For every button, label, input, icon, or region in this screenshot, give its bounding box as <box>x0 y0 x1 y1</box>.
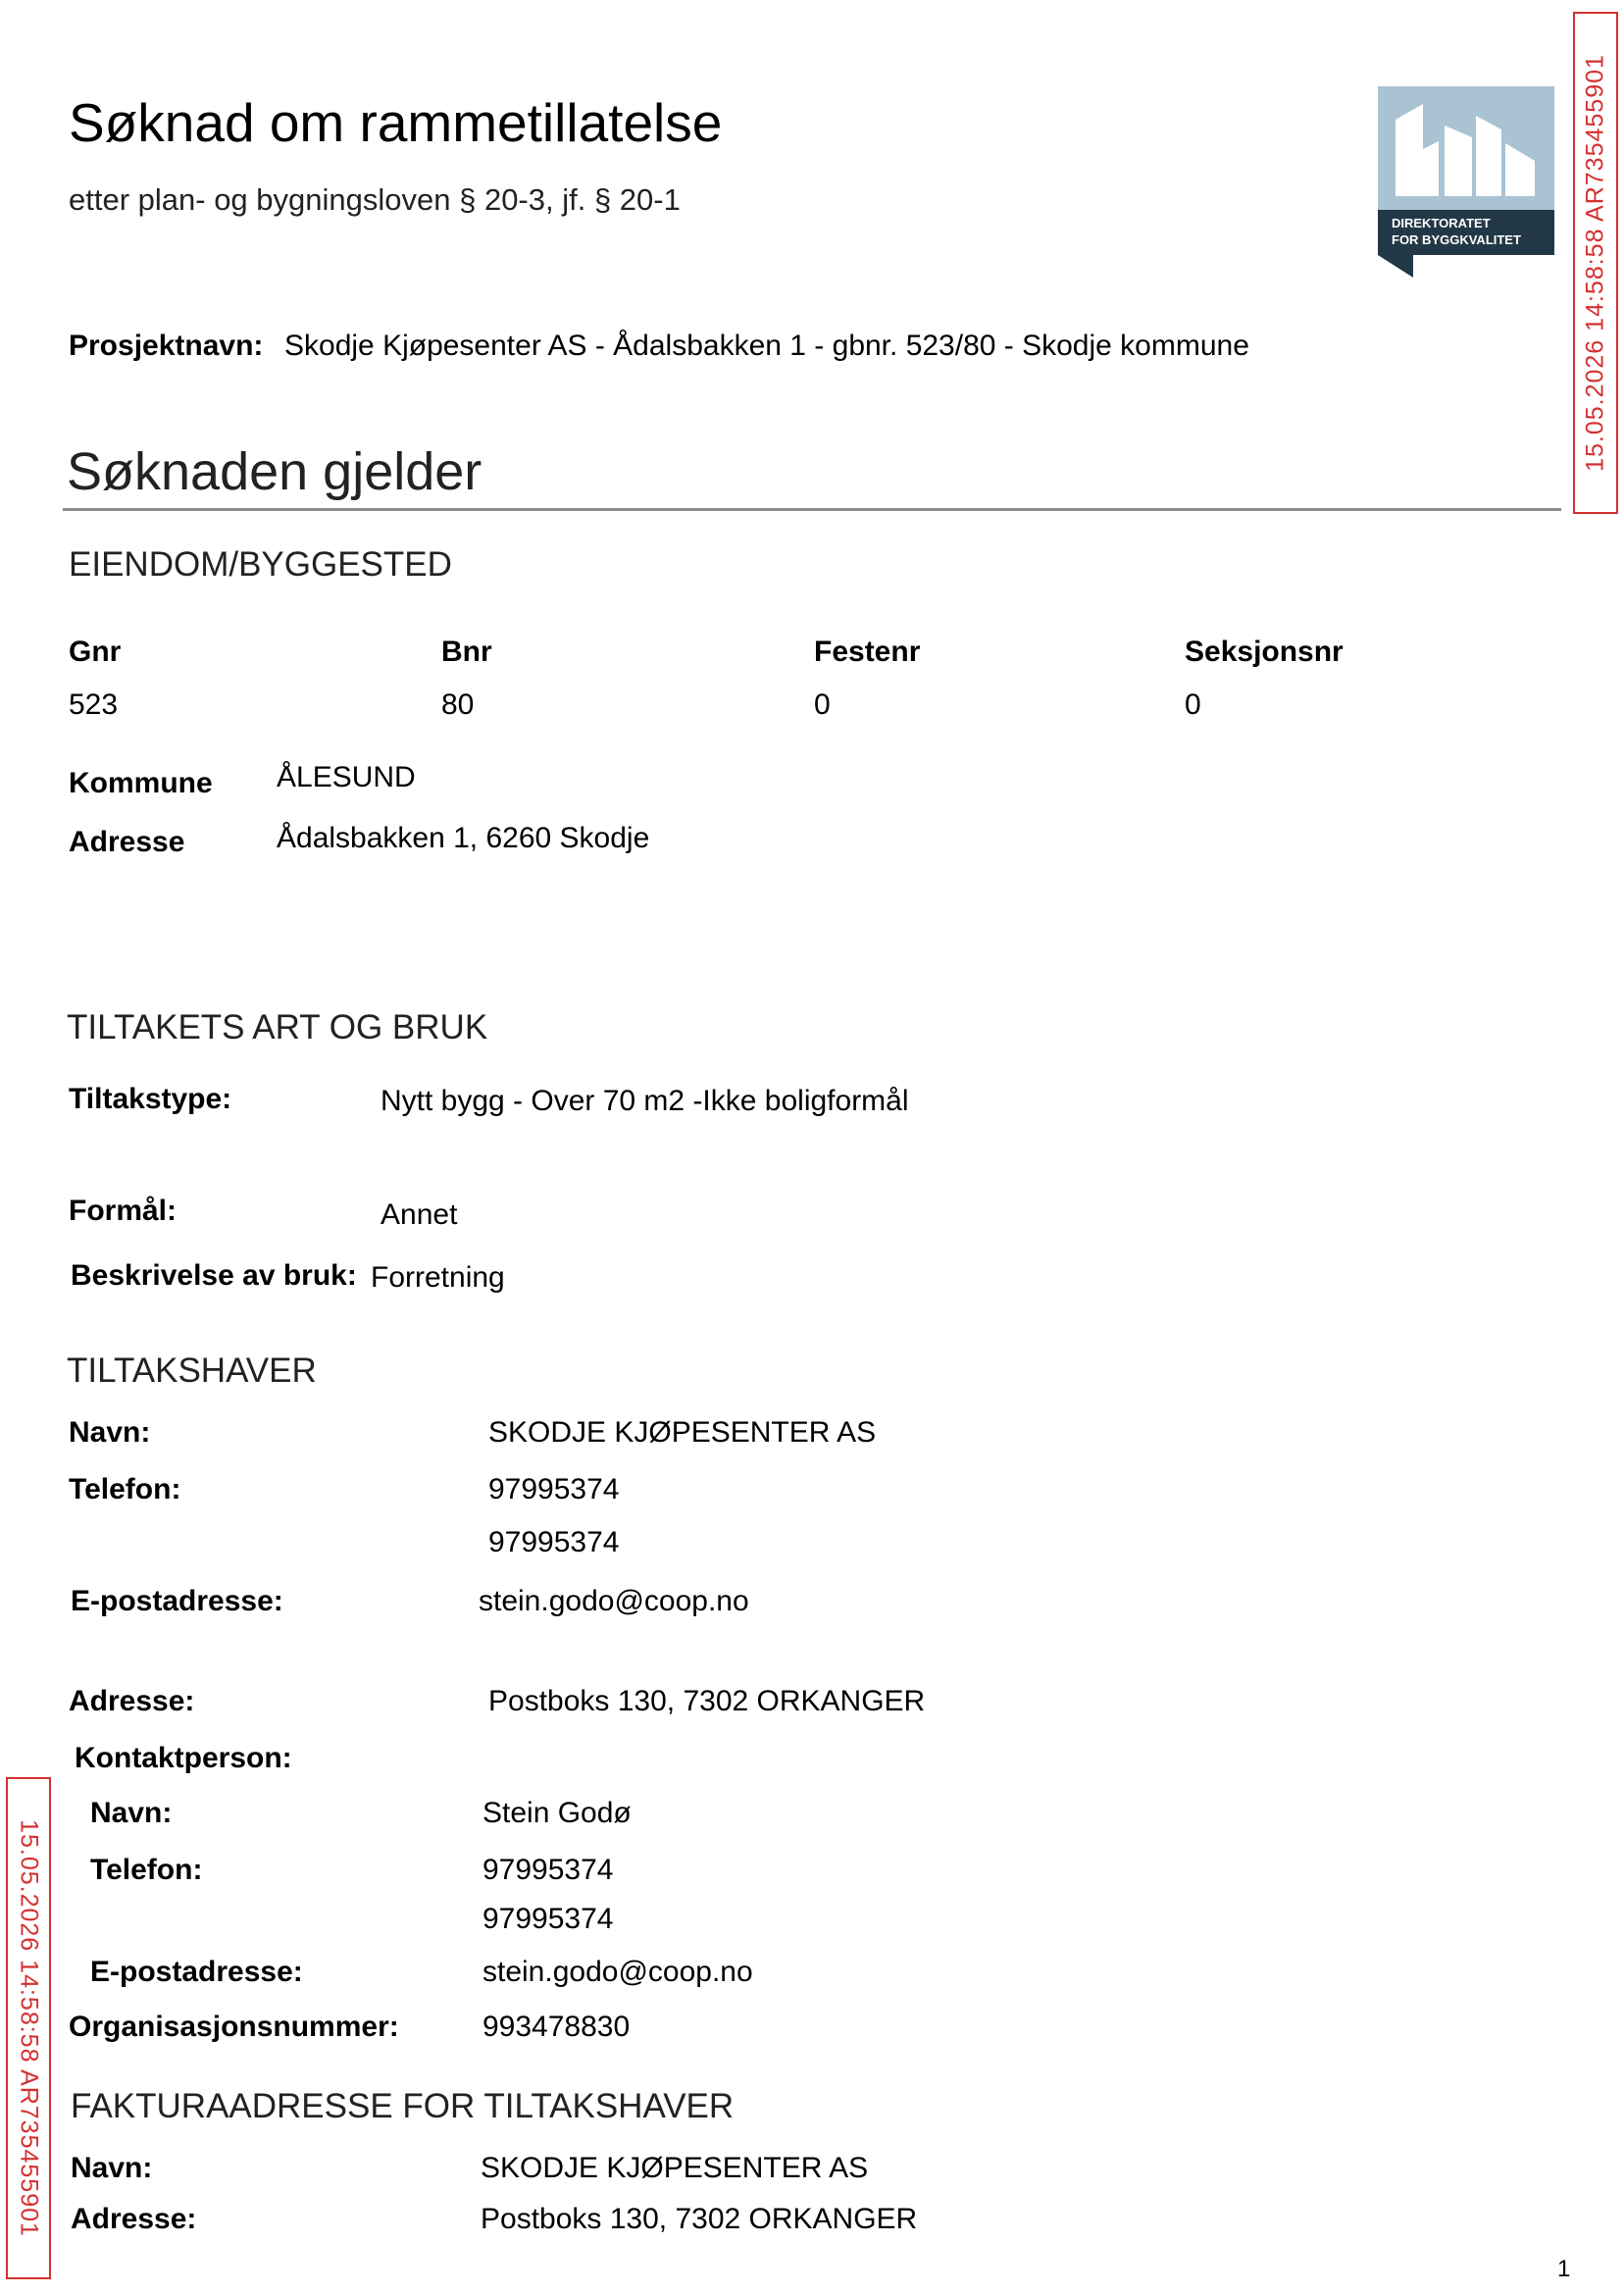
owner-email-label: E-postadresse: <box>71 1585 283 1617</box>
purpose-label: Formål: <box>69 1195 178 1227</box>
timestamp-stamp-top <box>1573 12 1618 514</box>
dibk-logo <box>1378 86 1554 278</box>
section-title: Søknaden gjelder <box>67 442 482 501</box>
gnr-label: Gnr <box>69 636 122 668</box>
section-divider <box>63 508 1561 511</box>
gnr-value: 523 <box>69 688 119 721</box>
owner-phone-value-2: 97995374 <box>488 1526 620 1558</box>
stamp-text: 15.05.2026 14:58:58 AR735455901 <box>1581 54 1609 472</box>
owner-address-value: Postboks 130, 7302 ORKANGER <box>488 1685 926 1717</box>
festenr-label: Festenr <box>814 636 921 668</box>
seksjonsnr-label: Seksjonsnr <box>1185 636 1344 668</box>
contact-email-value: stein.godo@coop.no <box>482 1956 753 1988</box>
project-name-value: Skodje Kjøpesenter AS - Ådalsbakken 1 - gbnr. 523/80 - Skodje kommune <box>284 330 1249 362</box>
contact-name-label: Navn: <box>90 1797 173 1829</box>
measure-heading: TILTAKETS ART OG BRUK <box>67 1008 488 1046</box>
stamp-text: 15.05.2026 14:58:58 AR735455901 <box>15 1819 43 2237</box>
owner-phone-value-1: 97995374 <box>488 1473 620 1505</box>
festenr-value: 0 <box>814 688 831 721</box>
municipality-value: ÅLESUND <box>277 761 416 793</box>
contact-person-label: Kontaktperson: <box>75 1742 292 1774</box>
timestamp-stamp-left <box>6 1777 51 2279</box>
owner-name-label: Navn: <box>69 1416 151 1449</box>
logo-graphic <box>1378 86 1554 278</box>
measure-type-label: Tiltakstype: <box>69 1083 232 1115</box>
contact-phone-value-1: 97995374 <box>482 1854 614 1886</box>
logo-text-line-1: DIREKTORATET <box>1392 216 1491 230</box>
municipality-label: Kommune <box>69 767 213 799</box>
document-subtitle: etter plan- og bygningsloven § 20-3, jf. § 20-1 <box>69 182 681 217</box>
owner-phone-label: Telefon: <box>69 1473 181 1505</box>
use-label: Beskrivelse av bruk: <box>71 1259 357 1292</box>
address-value: Ådalsbakken 1, 6260 Skodje <box>277 822 650 854</box>
use-value: Forretning <box>371 1261 505 1294</box>
measure-type-value: Nytt bygg - Over 70 m2 -Ikke boligformål <box>381 1085 909 1117</box>
address-label: Adresse <box>69 826 185 858</box>
bnr-value: 80 <box>441 688 475 721</box>
org-number-label: Organisasjonsnummer: <box>69 2011 399 2043</box>
org-number-value: 993478830 <box>482 2011 631 2043</box>
seksjonsnr-value: 0 <box>1185 688 1201 721</box>
invoice-heading: FAKTURAADRESSE FOR TILTAKSHAVER <box>71 2087 735 2125</box>
owner-heading: TILTAKSHAVER <box>67 1351 317 1390</box>
owner-name-value: SKODJE KJØPESENTER AS <box>488 1416 877 1449</box>
logo-text-line-2: FOR BYGGKVALITET <box>1392 232 1521 247</box>
invoice-name-value: SKODJE KJØPESENTER AS <box>481 2152 869 2184</box>
bnr-label: Bnr <box>441 636 492 668</box>
contact-phone-value-2: 97995374 <box>482 1903 614 1935</box>
contact-phone-label: Telefon: <box>90 1854 203 1886</box>
page-number: 1 <box>1557 2256 1571 2282</box>
property-heading: EIENDOM/BYGGESTED <box>69 545 452 584</box>
purpose-value: Annet <box>381 1198 458 1231</box>
invoice-address-label: Adresse: <box>71 2203 197 2235</box>
owner-email-value: stein.godo@coop.no <box>479 1585 749 1617</box>
contact-name-value: Stein Godø <box>482 1797 632 1829</box>
contact-email-label: E-postadresse: <box>90 1956 303 1988</box>
project-name-label: Prosjektnavn: <box>69 330 264 362</box>
invoice-name-label: Navn: <box>71 2152 153 2184</box>
document-title: Søknad om rammetillatelse <box>69 92 723 153</box>
invoice-address-value: Postboks 130, 7302 ORKANGER <box>481 2203 918 2235</box>
owner-address-label: Adresse: <box>69 1685 195 1717</box>
